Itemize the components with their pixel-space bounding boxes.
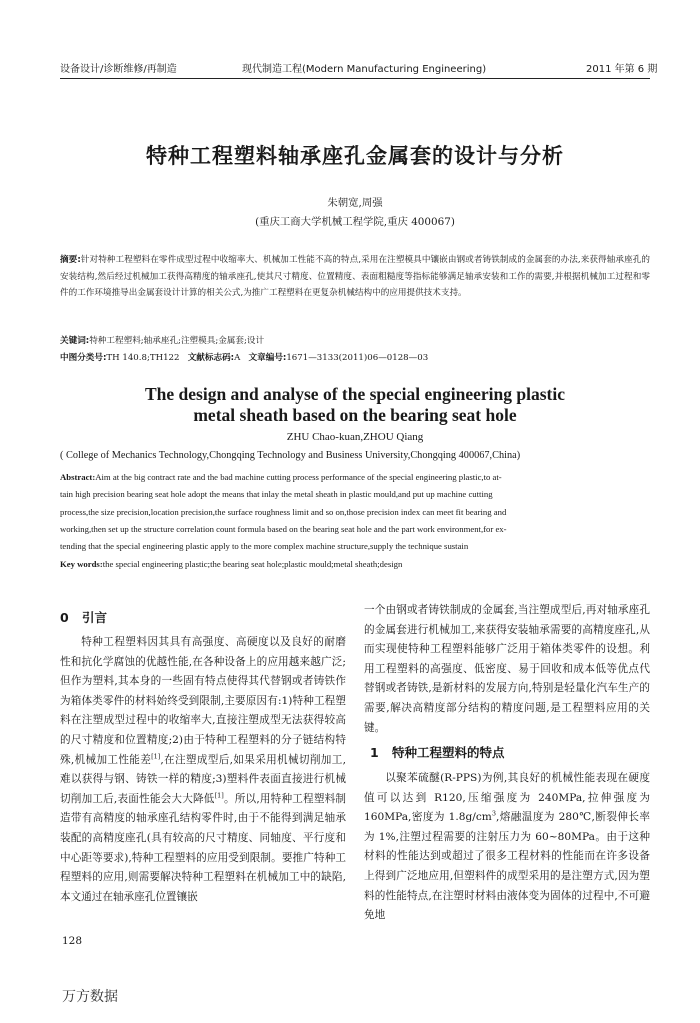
section-heading-1 [370, 743, 505, 761]
affiliation-cn: (重庆工商大学机械工程学院,重庆 400067) [255, 216, 455, 228]
abstract-en-line: process,the size precision,location precision,the surface roughness limit and so on,those precision index can meet fit bearing and [60, 506, 507, 517]
citation: [1] [214, 791, 224, 800]
header-rule [60, 78, 650, 79]
authors-cn: 朱朝宽,周强 [327, 197, 383, 209]
article-number-label: 文章编号: [248, 353, 287, 363]
keywords-en [60, 556, 650, 573]
abstract-en-line: tending that the special engineering plastic apply to the more complex machine structure,supply the technique sustain [60, 541, 469, 552]
keywords-en-label: Key words: [60, 559, 103, 569]
doc-code-value: A [234, 353, 241, 363]
keywords-cn [60, 333, 650, 350]
section-number: 1 [370, 745, 379, 760]
intro-paragraph: 特种工程塑料因其具有高强度、高硬度以及良好的耐磨性和抗化学腐蚀的优越性能,在各种设备上的应用越来越广泛;但作为塑料,其本身的一些固有特点使得其代替钢或者铸铁作为箱体类零件的材料始终受到限制,主要原因有:1)特种工程塑料在注塑成型过程中的收缩率大,直接注塑成型无法获得较高的尺寸精度和位置精度;2)由于特种工程塑料的分子链结构特殊,机械加工性能差[1],在注塑成型后,如果采用机械切削加工,难以获得与钢、铸铁一样的精度;3)塑料件表面直接进行机械切削加工后,表面性能会大大降低[1]。所以,用特种工程塑料制造带有高精度的轴承座孔结构零件时,由于不能得到满足轴承装配的高精度座孔(具有较高的尺寸精度、同轴度、平行度和中心距等要求),特种工程塑料的应用受到限制。要推广特种工程塑料的应用,则需要解决特种工程塑料在机械加工中的缺陷,本文通过在轴承座孔位置镶嵌 [60, 636, 346, 903]
doc-code-label: 文献标志码: [187, 353, 235, 363]
page-title-cn: 特种工程塑料轴承座孔金属套的设计与分析 [146, 144, 564, 168]
section1-paragraph: 以聚苯硫醚(R-PPS)为例,其良好的机械性能表现在硬度值可以达到 R120,压缩强度为 240MPa,拉伸强度为 160MPa,密度为 $1.8g/cm^3$,熔融温度为 280℃,断裂伸长率为 1%,注塑过程需要的注射压力为 60~80MPa。由于这种材料的性能达到或超过了很多工程材料的性能而在许多设备上得到广泛地应用,但塑料件的成型采用的是注塑方式,因为塑料的性能特点,在注塑时材料由液体变为固体的过程中,不可避免地 [364, 772, 650, 922]
page-title-en [60, 384, 650, 426]
watermark-wanfang: 万方数据 [62, 989, 118, 1005]
authors-en: ZHU Chao-kuan,ZHOU Qiang [286, 431, 424, 443]
abstract-en-line: working,then set up the structure correlation count formula based on the bearing seat hole and the part work environment,for ex- [60, 523, 507, 534]
affiliation-en: ( College of Mechanics Technology,Chongqing Technology and Business University,Chongqing 400067,China) [60, 450, 521, 461]
clc-value: TH 140.8;TH122 [106, 353, 180, 363]
keywords-cn-text: 特种工程塑料;轴承座孔;注塑模具;金属套;设计 [89, 336, 265, 346]
section-number: 0 [60, 610, 69, 625]
intro-paragraph-continued: 一个由钢或者铸铁制成的金属套,当注塑成型后,再对轴承座孔的金属套进行机械加工,来获得安装轴承需要的高精度座孔,从而实现使特种工程塑料能够广泛用于箱体类零件的设想。利用工程塑料的高强度、低密度、易于回收和成本低等优点代替钢或者铸铁,是新材料的发展方向,特别是轻量化汽车生产的需要,解决高精度部分结构的精度问题,是工程塑料应用的关键。 [364, 604, 650, 734]
running-header-left: 设备设计/诊断维修/再制造 [60, 64, 177, 75]
abstract-cn-text: 针对特种工程塑料在零件成型过程中收缩率大、机械加工性能不高的特点,采用在注塑模具中镶嵌由钢或者铸铁制成的金属套的办法,来获得轴承座孔的安装结构,然后经过机械加工获得高精度的轴承座孔,使其尺寸精度、位置精度、表面粗糙度等指标能够满足轴承安装和工作的需要,并根据机械加工过程和零件的工作环境推导出金属套设计计算的相关公式,为推广工程塑料在更复杂机械结构中的应用提供技术支持。 [60, 255, 650, 299]
running-header-journal: 现代制造工程(Modern Manufacturing Engineering) [242, 64, 487, 75]
superscript: 3 [491, 809, 496, 818]
classification-line [60, 350, 650, 367]
page-number: 128 [62, 935, 83, 947]
title-en-line1: The design and analyse of the special engineering plastic [144, 384, 566, 404]
abstract-en-line: tain high precision bearing seat hole adopt the means that inlay the metal sheath in plastic mould,and put up machine cutting [60, 489, 493, 500]
title-en-line2: metal sheath based on the bearing seat hole [193, 405, 517, 425]
abstract-en-line: Abstract:Aim at the big contract rate and the bad machine cutting process performance of the special engineering plastic,to at- [60, 472, 502, 482]
abstract-cn [60, 252, 650, 302]
clc-label: 中图分类号: [60, 353, 107, 363]
running-header-issue: 2011 年第 6 期 [586, 64, 658, 75]
article-number-value: 1671—3133(2011)06—0128—03 [286, 353, 429, 363]
section-title: 引言 [82, 610, 108, 625]
keywords-en-text: the special engineering plastic;the bearing seat hole;plastic mould;metal sheath;design [102, 559, 403, 569]
section-title: 特种工程塑料的特点 [392, 745, 505, 760]
abstract-en-label: Abstract: [60, 472, 96, 482]
abstract-cn-label: 摘要: [60, 255, 81, 265]
keywords-cn-label: 关键词: [60, 336, 90, 346]
citation: [1] [151, 752, 161, 761]
section-heading-0 [60, 608, 107, 626]
abstract-en [60, 469, 650, 555]
